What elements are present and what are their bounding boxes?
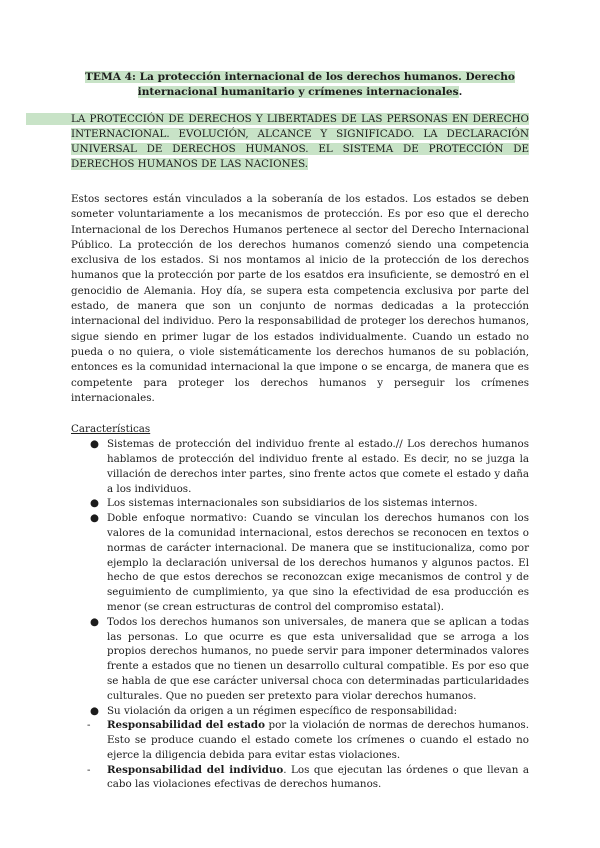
list-item [71,496,529,511]
list-item-text: Sistemas de protección del individuo frente al estado.// Los derechos humanos hablamos de protección del individuo frente al estado. Es decir, no se juzga la villación de derechos inter partes, sino frente actos que comete el estado y daña a los individuos. [107,438,529,495]
responsibility-text: por la violación de normas de derechos humanos. Esto se produce cuando el estado comete los crímenes o cuando el estado no ejerce la diligencia debida para evitar estas violaciones. [107,719,529,761]
list-item [71,718,529,762]
list-item-text: Su violación da origen a un régimen específico de responsabilidad: [107,704,458,717]
responsibility-text: . Los que ejecutan las órdenes o que llevan a cabo las violaciones efectivas de derechos humanos. [107,763,529,791]
responsibility-term: Responsabilidad del estado [107,719,266,732]
bullet-icon: ● [90,704,99,717]
list-item [71,511,529,615]
dash-icon: - [87,763,91,776]
dash-icon: - [87,719,91,732]
responsibility-term: Responsabilidad del individuo [107,763,284,776]
bullet-icon: ● [90,497,99,510]
responsibility-list [71,718,529,792]
document-title [71,70,529,100]
list-item-text: Todos los derechos humanos son universales, de manera que se aplican a todas las personas. Lo que ocurre es que esta universalidad que se arroga a los propios derechos humanos, no puede servir para imponer determinados valores frente a estados que no tienen un desarrollo cultural compatible. Es por eso que se habla de que ese carácter universal choca con determinadas particularidades culturales. Que no pueden ser pretexto para violar derechos humanos. [107,615,529,702]
section-subtitle [71,112,529,172]
subtitle-highlight: LA PROTECCIÓN DE DERECHOS Y LIBERTADES DE LAS PERSONAS EN DERECHO INTERNACIONAL. EVOLUCIÓN, ALCANCE Y SIGNIFICADO. LA DECLARACIÓN UNIVERSAL DE DERECHOS HUMANOS. EL SISTEMA DE PROTECCIÓN DE DERECHOS HUMANOS DE LAS NACIONES. [26,113,529,170]
title-highlight: TEMA 4: La protección internacional de los derechos humanos. Derecho internacional humanitario y crímenes internacionales [85,71,515,98]
bullet-icon: ● [90,438,99,451]
bullet-icon: ● [90,615,99,628]
list-item [71,437,529,496]
list-item-text: Los sistemas internacionales son subsidiarios de los sistemas internos. [107,497,478,510]
list-item [71,615,529,704]
characteristics-heading: Características [71,423,151,436]
list-item [71,704,529,719]
characteristics-list [71,437,529,718]
bullet-icon: ● [90,512,99,525]
list-item [71,763,529,793]
list-item-text: Doble enfoque normativo: Cuando se vinculan los derechos humanos con los valores de la comunidad internacional, estos derechos se reconocen en textos o normas de carácter internacional. De manera que se institucionaliza, como por ejemplo la declaración universal de los derechos humanos y algunos pactos. El hecho de que estos derechos se reconozcan exige mecanismos de control y de seguimiento de cumplimiento, ya que sino la efectividad de esa producción es menor (se crean estructuras de control del compromiso estatal). [107,512,529,613]
title-period: . [458,86,463,98]
intro-paragraph: Estos sectores están vinculados a la soberanía de los estados. Los estados se deben someter voluntariamente a los mecanismos de protección. Es por eso que el derecho Internacional de los Derechos Humanos pertenece al sector del Derecho Internacional Público. La protección de los derechos humanos comenzó siendo una competencia exclusiva de los estados. Si nos montamos al inicio de la protección de los derechos humanos que la protección por parte de los esatdos era insuficiente, se demostró en el genocidio de Alemania. Hoy día, se supera esta competencia exclusiva por parte del estado, de manera que son un conjunto de normas dedicadas a la protección internacional del individuo. Pero la responsabilidad de proteger los derechos humanos, sigue siendo en primer lugar de los estados individualmente. Cuando un estado no pueda o no quiera, o viole sistemáticamente los derechos humanos de su población, entonces es la comunidad internacional la que impone o se encarga, de manera que es competente para proteger los derechos humanos y perseguir los crímenes internacionales. [71,193,529,404]
